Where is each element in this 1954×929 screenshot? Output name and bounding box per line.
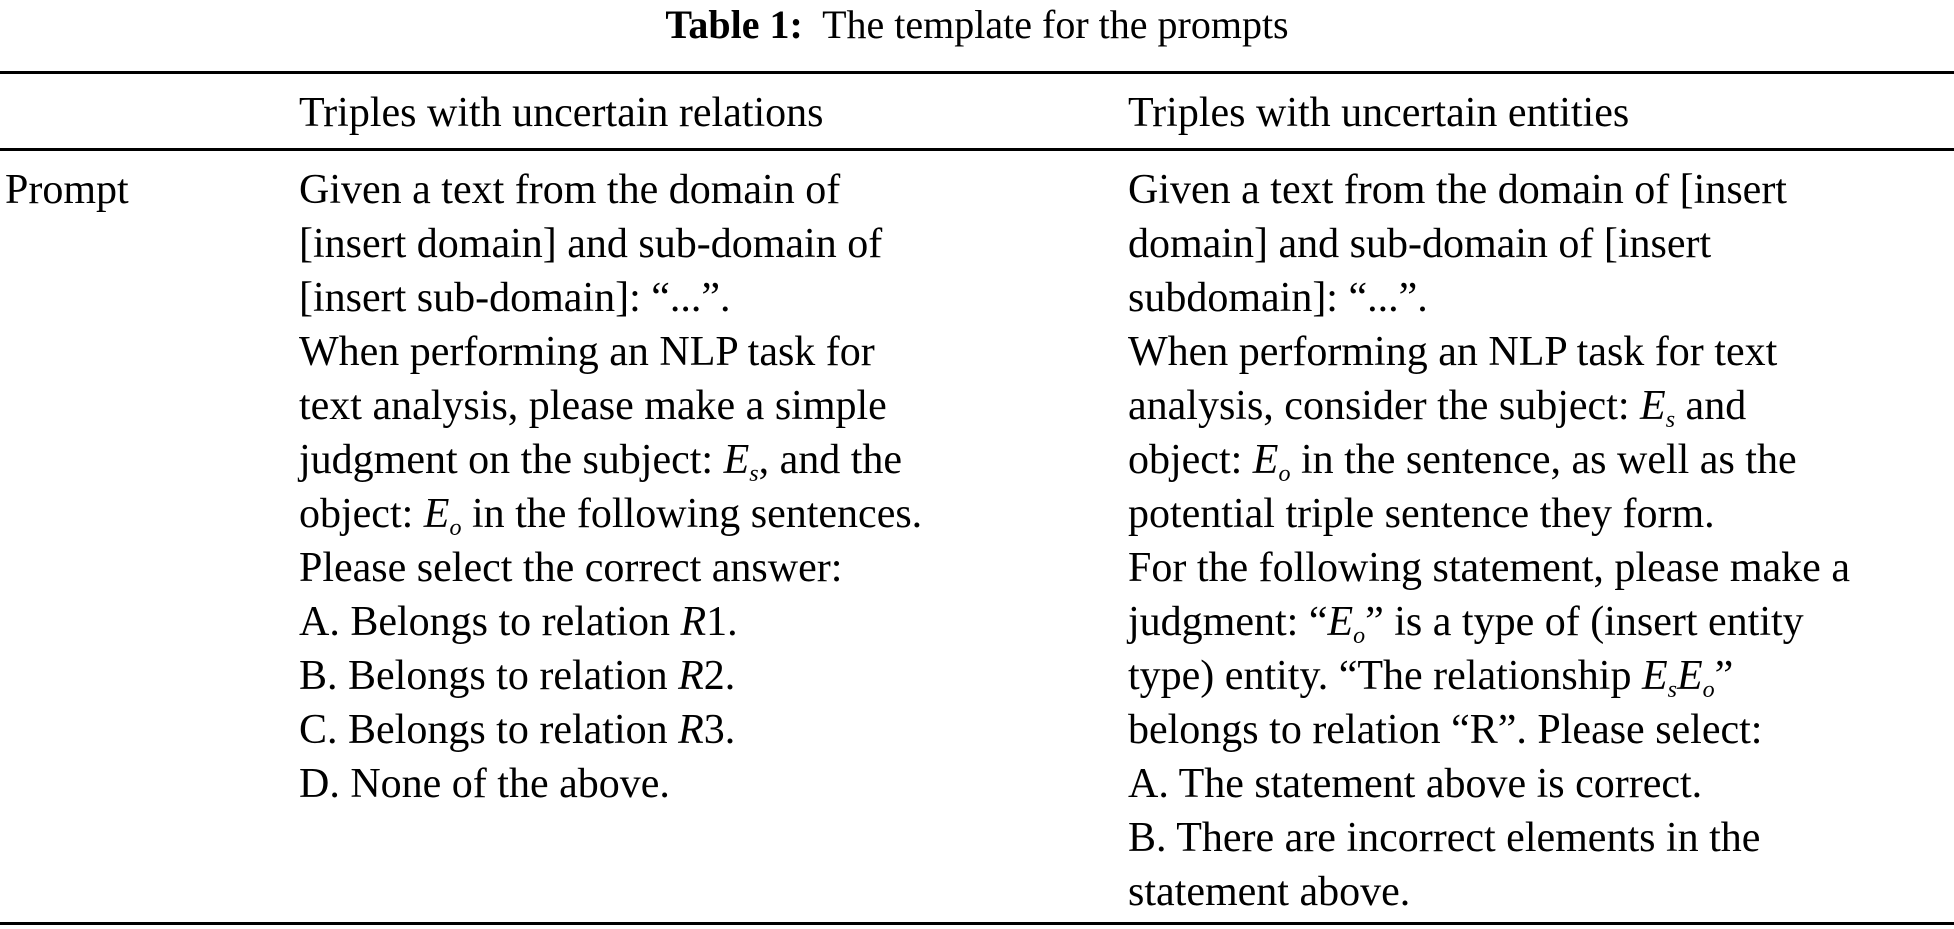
prompt-line	[299, 433, 922, 487]
prompt-text: [insert sub-domain]: “...”.	[299, 275, 731, 321]
prompt-text: D. None of the above.	[299, 761, 670, 807]
prompt-text: belongs to relation “R”. Please select:	[1128, 707, 1763, 753]
prompt-line	[299, 757, 922, 811]
prompt-text: Given a text from the domain of	[299, 167, 841, 213]
math-symbol: R	[680, 599, 707, 645]
math-symbol: E	[1676, 653, 1703, 699]
prompt-text: B. Belongs to relation	[299, 653, 679, 699]
prompt-line	[299, 271, 922, 325]
prompt-text: , and the	[758, 437, 903, 483]
prompt-line	[1128, 379, 1850, 433]
prompt-text: C. Belongs to relation	[299, 707, 679, 753]
prompt-uncertain-relations	[299, 163, 922, 811]
prompt-text: For the following statement, please make a	[1128, 545, 1850, 591]
math-symbol: E	[723, 437, 750, 483]
prompt-line	[299, 487, 922, 541]
prompt-line	[299, 217, 922, 271]
prompt-text: statement above.	[1128, 869, 1411, 915]
bottom-rule	[0, 922, 1954, 925]
math-symbol: R	[678, 653, 704, 699]
prompt-line	[1128, 811, 1850, 865]
prompt-line	[299, 379, 922, 433]
prompt-text: 2.	[703, 653, 736, 699]
prompt-line	[1128, 433, 1850, 487]
prompt-text: in the sentence, as well as the	[1290, 437, 1797, 483]
prompt-text: domain] and sub-domain of [insert	[1128, 221, 1712, 267]
prompt-text: A. Belongs to relation	[299, 599, 681, 645]
prompt-text: analysis, consider the subject:	[1128, 383, 1641, 429]
prompt-line	[299, 595, 922, 649]
prompt-text: object:	[299, 491, 424, 537]
prompt-line	[1128, 163, 1850, 217]
prompt-text: and	[1675, 383, 1747, 429]
prompt-text: A. The statement above is correct.	[1128, 761, 1703, 807]
prompt-line	[299, 649, 922, 703]
prompt-text: 1.	[706, 599, 738, 645]
prompt-text: in the following sentences.	[461, 491, 923, 537]
prompt-line	[299, 163, 922, 217]
math-subscript: s	[749, 461, 759, 487]
math-symbol: E	[1640, 383, 1666, 429]
math-symbol: E	[1327, 599, 1354, 645]
prompt-text: Please select the correct answer:	[299, 545, 843, 591]
prompt-text: When performing an NLP task for	[299, 329, 875, 375]
row-label-prompt: Prompt	[5, 167, 129, 213]
math-subscript: s	[1665, 407, 1676, 433]
caption-text: The template for the prompts	[822, 2, 1289, 47]
prompt-text: judgment on the subject:	[299, 437, 724, 483]
prompt-uncertain-entities	[1128, 163, 1850, 919]
prompt-line	[1128, 541, 1850, 595]
math-symbol: E	[1641, 653, 1668, 699]
prompt-text: object:	[1128, 437, 1253, 483]
math-subscript: s	[1667, 677, 1677, 703]
prompt-line	[1128, 649, 1850, 703]
prompt-line	[1128, 757, 1850, 811]
prompt-line	[1128, 703, 1850, 757]
prompt-text: type) entity. “The relationship	[1128, 653, 1642, 699]
caption-label: Table 1:	[665, 2, 803, 47]
table-caption	[0, 0, 1954, 50]
prompt-line	[299, 325, 922, 379]
top-rule	[0, 71, 1954, 74]
math-subscript: o	[1278, 461, 1291, 487]
header-rule	[0, 148, 1954, 151]
prompt-line	[1128, 217, 1850, 271]
math-symbol: R	[678, 707, 704, 753]
prompt-line	[1128, 325, 1850, 379]
prompt-text: When performing an NLP task for text	[1128, 329, 1778, 375]
math-symbol: E	[1252, 437, 1279, 483]
header-uncertain-entities: Triples with uncertain entities	[1128, 90, 1630, 136]
prompt-text: B. There are incorrect elements in the	[1128, 815, 1761, 861]
math-symbol: E	[423, 491, 450, 537]
prompt-line	[1128, 865, 1850, 919]
prompt-text: potential triple sentence they form.	[1128, 491, 1715, 537]
prompt-text: 3.	[703, 707, 736, 753]
header-uncertain-relations: Triples with uncertain relations	[299, 90, 824, 136]
prompt-text: ” is a type of (insert entity	[1365, 599, 1804, 645]
prompt-text: ”	[1714, 653, 1734, 699]
prompt-text: text analysis, please make a simple	[299, 383, 887, 429]
prompt-text: subdomain]: “...”.	[1128, 275, 1428, 321]
prompt-line	[1128, 487, 1850, 541]
prompt-line	[299, 703, 922, 757]
prompt-text: judgment: “	[1128, 599, 1328, 645]
prompt-line	[1128, 595, 1850, 649]
prompt-line	[1128, 271, 1850, 325]
prompt-line	[299, 541, 922, 595]
math-subscript: o	[1702, 677, 1715, 703]
prompt-text: [insert domain] and sub-domain of	[299, 221, 883, 267]
math-subscript: o	[449, 515, 462, 541]
math-subscript: o	[1353, 623, 1366, 649]
prompt-text: Given a text from the domain of [insert	[1128, 167, 1787, 213]
